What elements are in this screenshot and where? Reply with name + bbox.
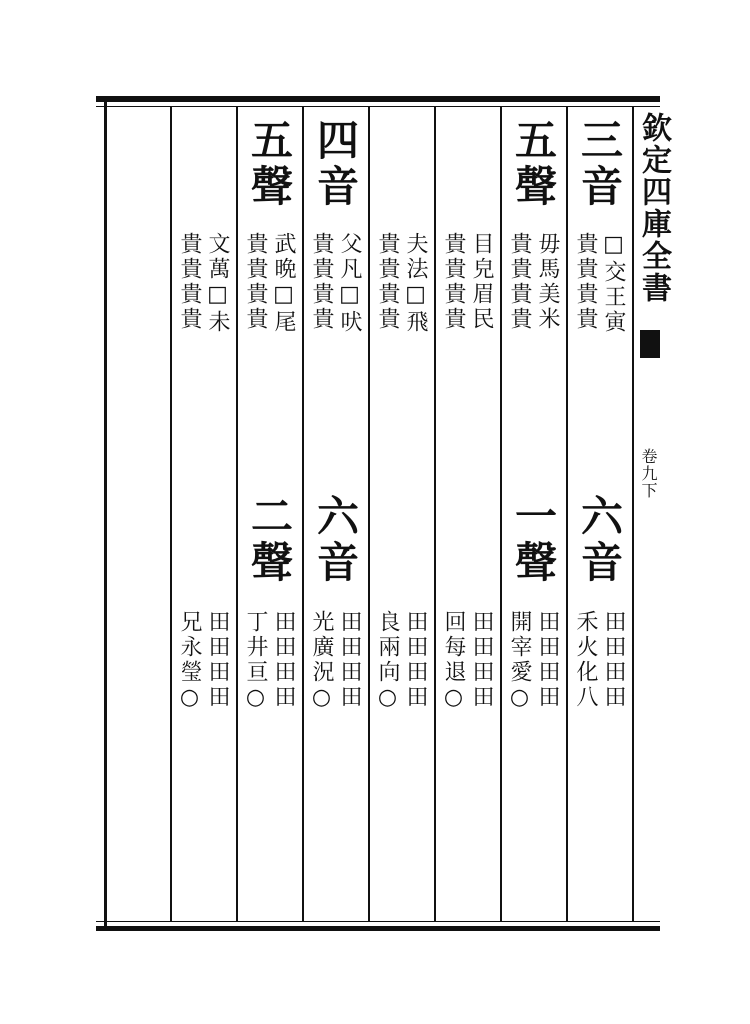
volume-label: 卷九下 [639, 448, 658, 499]
column-5-bottom-line-2: 光廣況○ [309, 610, 334, 713]
column-6-top-line-2: 貴貴貴貴 [243, 232, 268, 332]
column-4-bottom-line-2: 良兩向○ [375, 610, 400, 713]
column-2-bottom-heading: 一聲 [509, 494, 558, 586]
column-7-bottom-line-2: 兄永瑩○ [177, 610, 202, 713]
column-1-top-line-1: □交王寅 [601, 232, 626, 335]
bottom-border-rule [96, 921, 660, 922]
column-divider [500, 107, 502, 921]
column-divider [236, 107, 238, 921]
column-8-empty [107, 107, 170, 921]
column-4-bottom-line-1: 田田田田 [403, 610, 428, 710]
column-5-top-line-1: 父凡□吠 [337, 232, 362, 335]
column-6-top-heading: 五聲 [245, 118, 294, 210]
column-1-bottom-line-1: 田田田田 [601, 610, 626, 710]
column-3-bottom-line-1: 田田田田 [469, 610, 494, 710]
bottom-border-rule-thick [96, 926, 660, 931]
column-3-bottom-line-2: 回每退○ [441, 610, 466, 713]
column-5-top-heading: 四音 [311, 118, 360, 210]
column-2-top-line-2: 貴貴貴貴 [507, 232, 532, 332]
column-7-bottom-line-1: 田田田田 [205, 610, 230, 710]
column-2-top-heading: 五聲 [509, 118, 558, 210]
column-6-top-line-1: 武晩□尾 [271, 232, 296, 335]
column-6-bottom-heading: 二聲 [245, 494, 294, 586]
column-1-top-line-2: 貴貴貴貴 [573, 232, 598, 332]
column-divider [302, 107, 304, 921]
column-divider [566, 107, 568, 921]
column-2-top-line-1: 毋馬美米 [535, 232, 560, 332]
margin-divider [632, 107, 634, 921]
column-divider [434, 107, 436, 921]
top-border-rule-thin [96, 106, 660, 107]
column-5-bottom-line-1: 田田田田 [337, 610, 362, 710]
column-1-top-heading: 三音 [575, 118, 624, 210]
column-3-top-line-2: 貴貴貴貴 [441, 232, 466, 332]
column-7-top-line-2: 貴貴貴貴 [177, 232, 202, 332]
column-divider [170, 107, 172, 921]
column-4-top-line-1: 夫法□飛 [403, 232, 428, 335]
top-border-rule [96, 96, 660, 102]
column-7-top-line-1: 文萬□未 [205, 232, 230, 335]
fishtail-mark [640, 330, 660, 358]
column-2-bottom-line-1: 田田田田 [535, 610, 560, 710]
column-1-bottom-heading: 六音 [575, 494, 624, 586]
column-4-top-line-2: 貴貴貴貴 [375, 232, 400, 332]
column-6-bottom-line-1: 田田田田 [271, 610, 296, 710]
column-5-top-line-2: 貴貴貴貴 [309, 232, 334, 332]
column-3-top-line-1: 目皃眉民 [469, 232, 494, 332]
column-2-bottom-line-2: 開宰愛○ [507, 610, 532, 713]
column-divider [368, 107, 370, 921]
book-title: 欽定四庫全書 [636, 112, 671, 304]
column-5-bottom-heading: 六音 [311, 494, 360, 586]
column-1-bottom-line-2: 禾火化八 [573, 610, 598, 710]
column-6-bottom-line-2: 丁井亘○ [243, 610, 268, 713]
